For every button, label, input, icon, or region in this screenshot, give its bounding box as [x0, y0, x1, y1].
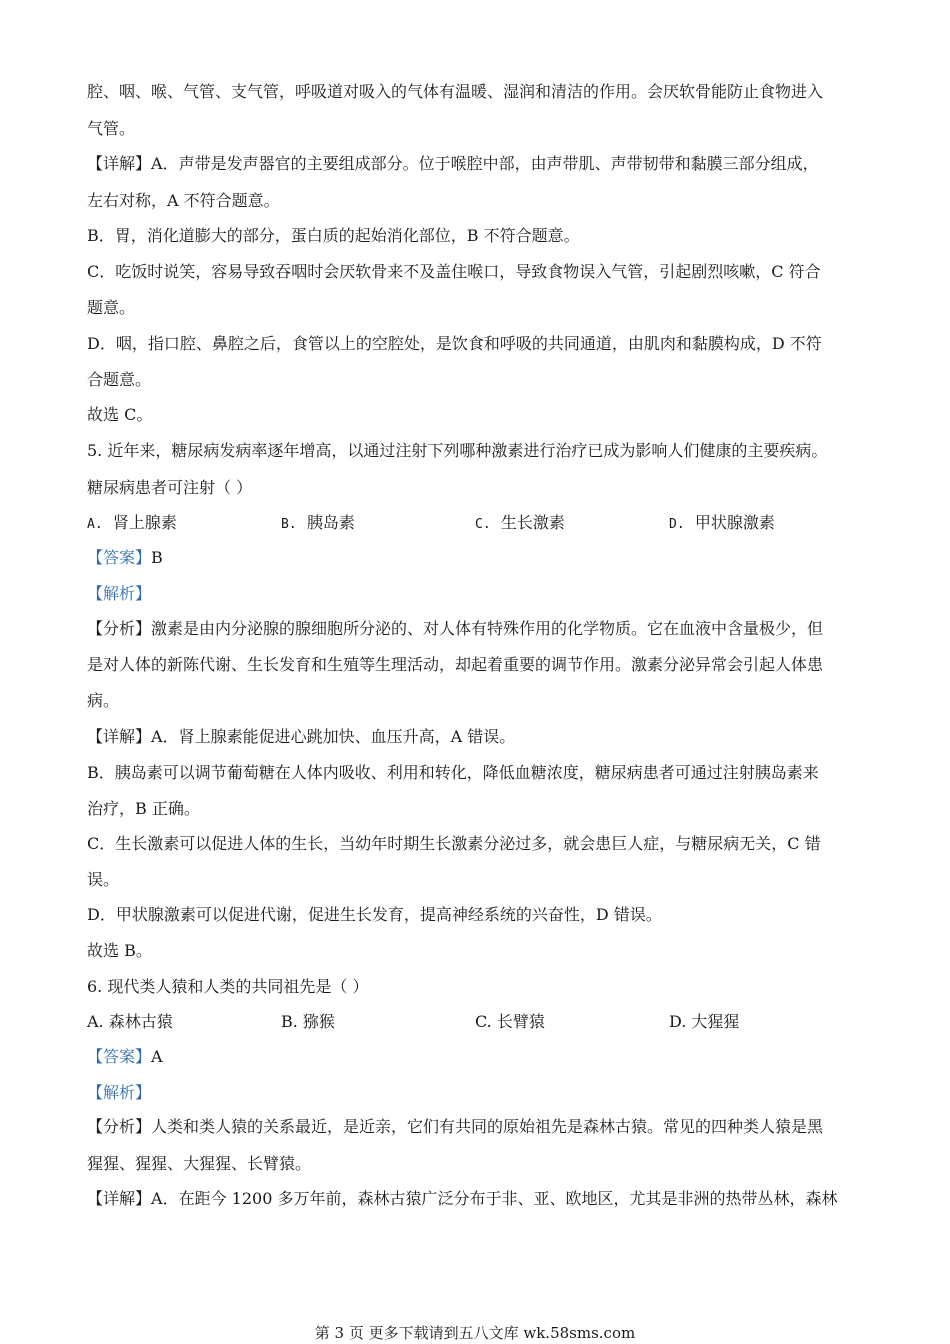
answer-line — [87, 1047, 867, 1067]
detail-tag: 【详解】 — [87, 727, 152, 746]
answer-value: B — [151, 548, 163, 567]
text-line: 题意。 — [87, 298, 136, 317]
option-d: D. 大猩猩 — [669, 1012, 740, 1031]
text-line: 治疗，B 正确。 — [87, 799, 200, 818]
analysis-line — [87, 584, 867, 604]
analysis-tag: 【解析】 — [87, 1083, 152, 1102]
analysis-line — [87, 1083, 867, 1103]
option-a: A. 肾上腺素 — [87, 513, 177, 532]
text-line: 腔、咽、喉、气管、支气管，呼吸道对吸入的气体有温暖、湿润和清洁的作用。会厌软骨能防止食物进入 — [87, 82, 824, 101]
text-line: 气管。 — [87, 119, 136, 138]
question-5-stem: 糖尿病患者可注射（ ） — [87, 478, 253, 497]
text-line: D．咽，指口腔、鼻腔之后，食管以上的空腔处，是饮食和呼吸的共同通道，由肌肉和黏膜构成，D 不符 — [87, 334, 822, 353]
detail-line: 【详解】A．声带是发声器官的主要组成部分。位于喉腔中部，由声带肌、声带韧带和黏膜三部分组成， — [87, 154, 819, 173]
text-line: 故选 C。 — [87, 405, 153, 424]
fenxi-line: 【分析】人类和类人猿的关系最近，是近亲，它们有共同的原始祖先是森林古猿。常见的四种类人猿是黑 — [87, 1117, 824, 1136]
fenxi-tag: 【分析】 — [87, 1117, 152, 1136]
answer-value: A — [151, 1047, 163, 1066]
text-line: 误。 — [87, 870, 120, 889]
detail-line: 【详解】A．在距今 1200 多万年前，森林古猿广泛分布于非、亚、欧地区，尤其是非洲的热带丛林，森林 — [87, 1189, 838, 1208]
fenxi-tag: 【分析】 — [87, 619, 152, 638]
text-line: 合题意。 — [87, 370, 152, 389]
option-c: C. 生长激素 — [475, 513, 565, 532]
option-c: C. 长臂猿 — [475, 1012, 545, 1031]
detail-line: 【详解】A．肾上腺素能促进心跳加快、血压升高，A 错误。 — [87, 727, 516, 746]
text-line: 是对人体的新陈代谢、生长发育和生殖等生理活动，却起着重要的调节作用。激素分泌异常会引起人体患 — [87, 655, 824, 674]
analysis-tag: 【解析】 — [87, 584, 152, 603]
page-footer: 第 3 页 更多下载请到五八文库 wk.58sms.com — [314, 1324, 636, 1342]
question-5-stem: 5. 近年来，糖尿病发病率逐年增高，以通过注射下列哪种激素进行治疗已成为影响人们健康的主要疾病。 — [87, 441, 828, 460]
question-6-stem: 6. 现代类人猿和人类的共同祖先是（ ） — [87, 977, 369, 996]
detail-tag: 【详解】 — [87, 1189, 152, 1208]
text-line: 病。 — [87, 691, 120, 710]
detail-tag: 【详解】 — [87, 154, 152, 173]
text-line: 猩猩、猩猩、大猩猩、长臂猿。 — [87, 1154, 312, 1173]
text-line: B．胃，消化道膨大的部分，蛋白质的起始消化部位，B 不符合题意。 — [87, 226, 580, 245]
text-line: C．吃饭时说笑，容易导致吞咽时会厌软骨来不及盖住喉口，导致食物误入气管，引起剧烈咳嗽，C 符合 — [87, 262, 821, 281]
text-line: B．胰岛素可以调节葡萄糖在人体内吸收、利用和转化，降低血糖浓度，糖尿病患者可通过注射胰岛素来 — [87, 763, 819, 782]
text-line: D．甲状腺激素可以促进代谢，促进生长发育，提高神经系统的兴奋性，D 错误。 — [87, 905, 662, 924]
option-b: B. 胰岛素 — [281, 513, 355, 532]
text-line: C．生长激素可以促进人体的生长，当幼年时期生长激素分泌过多，就会患巨人症，与糖尿病无关，C 错 — [87, 834, 821, 853]
answer-line — [87, 548, 867, 568]
option-a: A. 森林古猿 — [87, 1012, 173, 1031]
answer-tag: 【答案】 — [87, 548, 152, 567]
option-d: D. 甲状腺激素 — [669, 513, 775, 532]
text-line: 左右对称，A 不符合题意。 — [87, 191, 280, 210]
option-b: B. 猕猴 — [281, 1012, 335, 1031]
text-line: 故选 B。 — [87, 941, 152, 960]
fenxi-line: 【分析】激素是由内分泌腺的腺细胞所分泌的、对人体有特殊作用的化学物质。它在血液中含量极少，但 — [87, 619, 824, 638]
answer-tag: 【答案】 — [87, 1047, 152, 1066]
